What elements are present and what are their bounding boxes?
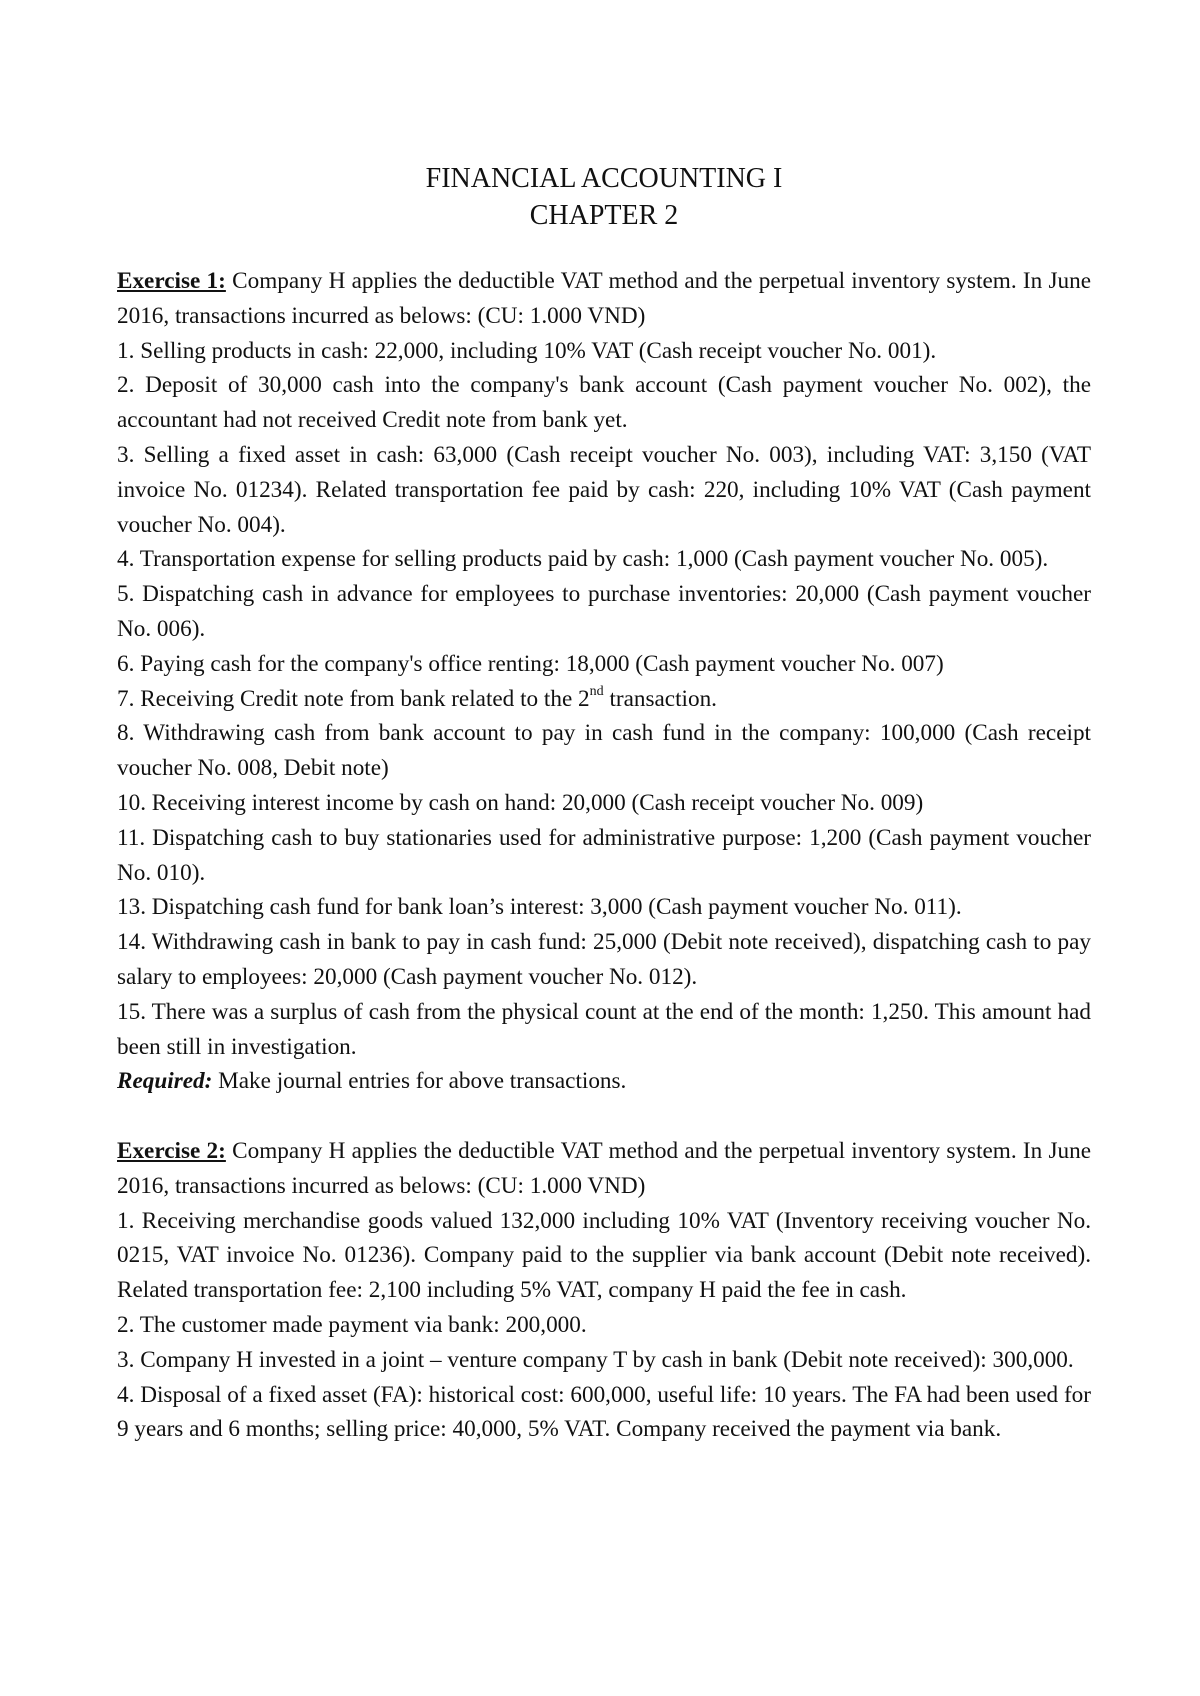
- list-item: 4. Disposal of a fixed asset (FA): historical cost: 600,000, useful life: 10 years. The FA had been used for 9 years and 6 months; selling price: 40,000, 5% VAT. Company received the payment via bank.: [117, 1381, 1091, 1443]
- chapter-title: CHAPTER 2: [529, 200, 679, 231]
- required-label: Required:: [117, 1068, 213, 1095]
- exercise-2: [117, 1134, 1091, 1447]
- required-text: Make journal entries for above transactions.: [212, 1068, 627, 1095]
- item-7-text: 7. Receiving Credit note from bank related to the 2: [117, 685, 590, 712]
- exercise-2-intro: [117, 1134, 1091, 1204]
- list-item: 2. Deposit of 30,000 cash into the company's bank account (Cash payment voucher No. 002), the accountant had not received Credit note from bank yet.: [117, 372, 1091, 434]
- list-item: 1. Selling products in cash: 22,000, including 10% VAT (Cash receipt voucher No. 001).: [117, 337, 937, 364]
- list-item: 15. There was a surplus of cash from the physical count at the end of the month: 1,250. This amount had been still in investigation.: [117, 998, 1091, 1060]
- list-item: 10. Receiving interest income by cash on hand: 20,000 (Cash receipt voucher No. 009): [117, 789, 924, 816]
- exercise-2-heading: Exercise 2:: [117, 1137, 226, 1164]
- list-item: 5. Dispatching cash in advance for employees to purchase inventories: 20,000 (Cash payment voucher No. 006).: [117, 581, 1091, 642]
- list-item: 4. Transportation expense for selling products paid by cash: 1,000 (Cash payment voucher No. 005).: [117, 546, 1049, 573]
- list-item: 6. Paying cash for the company's office renting: 18,000 (Cash payment voucher No. 007): [117, 650, 944, 677]
- item-7-superscript: nd: [589, 683, 604, 699]
- item-7-text-end: transaction.: [603, 685, 717, 712]
- list-item: 8. Withdrawing cash from bank account to pay in cash fund in the company: 100,000 (Cash receipt voucher No. 008, Debit note): [117, 720, 1091, 782]
- list-item: 1. Receiving merchandise goods valued 132,000 including 10% VAT (Inventory receiving voucher No. 0215, VAT invoice No. 01236). Company paid to the supplier via bank account (Debit note received). Related transportation fee: 2,100 including 5% VAT, company H paid the fee in cash.: [117, 1207, 1091, 1304]
- list-item: 3. Company H invested in a joint – venture company T by cash in bank (Debit note received): 300,000.: [117, 1346, 1074, 1373]
- document-title: FINANCIAL ACCOUNTING I: [425, 163, 783, 194]
- section-spacer: [117, 1099, 1091, 1134]
- exercise-1-intro: [117, 264, 1091, 334]
- exercise-1: [117, 264, 1091, 1099]
- list-item: 13. Dispatching cash fund for bank loan’s interest: 3,000 (Cash payment voucher No. 011).: [117, 894, 962, 921]
- list-item: 11. Dispatching cash to buy stationaries used for administrative purpose: 1,200 (Cash payment voucher No. 010).: [117, 824, 1091, 886]
- list-item: 2. The customer made payment via bank: 200,000.: [117, 1311, 587, 1338]
- list-item: [117, 682, 1091, 717]
- document-header: [117, 160, 1091, 234]
- exercise-1-intro-text: Company H applies the deductible VAT method and the perpetual inventory system. In June 2016, transactions incurred as belows: (CU: 1.000 VND): [117, 268, 1092, 329]
- list-item: 14. Withdrawing cash in bank to pay in cash fund: 25,000 (Debit note received), dispatching cash to pay salary to employees: 20,000 (Cash payment voucher No. 012).: [117, 929, 1091, 990]
- exercise-2-intro-text: Company H applies the deductible VAT method and the perpetual inventory system. In June 2016, transactions incurred as belows: (CU: 1.000 VND): [117, 1137, 1092, 1199]
- exercise-1-heading: Exercise 1:: [117, 268, 226, 294]
- document-page: [117, 160, 1091, 1447]
- list-item: 3. Selling a fixed asset in cash: 63,000 (Cash receipt voucher No. 003), including VAT: 3,150 (VAT invoice No. 01234). Related transportation fee paid by cash: 220, including 10% VAT (Cash payment voucher No. 004).: [117, 441, 1091, 538]
- required-line: [117, 1064, 1091, 1099]
